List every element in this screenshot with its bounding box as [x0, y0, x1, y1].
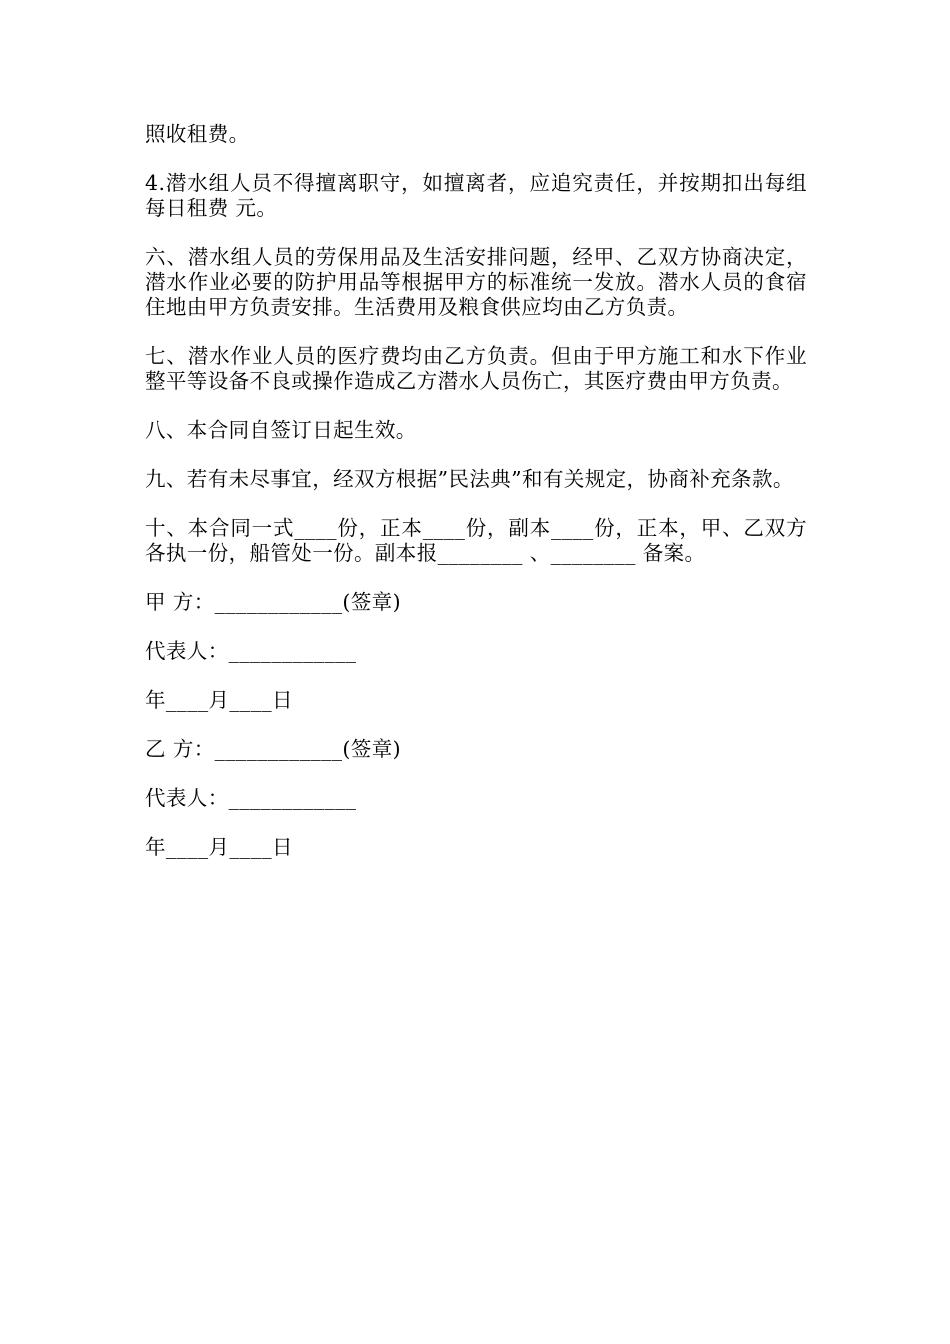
paragraph-rent-receipt: 照收租费。 — [145, 122, 250, 146]
party-a-representative-line: 代表人：____________ — [145, 639, 357, 663]
paragraph-clause-eight: 八、本合同自签订日起生效。 — [145, 418, 417, 442]
party-a-signature-line: 甲 方：____________(签章) — [145, 590, 402, 614]
paragraph-clause-4: 4.潜水组人员不得擅离职守，如擅离者，应追究责任，并按期扣出每组每日租费 元。 — [145, 171, 807, 220]
party-b-date-line: 年____月____日 — [145, 835, 293, 859]
paragraph-clause-ten: 十、本合同一式____份，正本____份，副本____份，正本，甲、乙双方各执一份，船管处一份。副本报________ 、________ 备案。 — [145, 516, 807, 565]
party-b-representative-line: 代表人：____________ — [145, 786, 357, 810]
document-page — [145, 122, 807, 884]
paragraph-clause-nine: 九、若有未尽事宜，经双方根据”民法典”和有关规定，协商补充条款。 — [145, 467, 794, 491]
party-b-signature-line: 乙 方：____________(签章) — [145, 737, 402, 761]
paragraph-clause-seven: 七、潜水作业人员的医疗费均由乙方负责。但由于甲方施工和水下作业整平等设备不良或操作造成乙方潜水人员伤亡，其医疗费由甲方负责。 — [145, 344, 807, 393]
party-a-date-line: 年____月____日 — [145, 688, 293, 712]
paragraph-clause-six: 六、潜水组人员的劳保用品及生活安排问题，经甲、乙双方协商决定，潜水作业必要的防护用品等根据甲方的标准统一发放。潜水人员的食宿住地由甲方负责安排。生活费用及粮食供应均由乙方负责。 — [145, 245, 807, 319]
